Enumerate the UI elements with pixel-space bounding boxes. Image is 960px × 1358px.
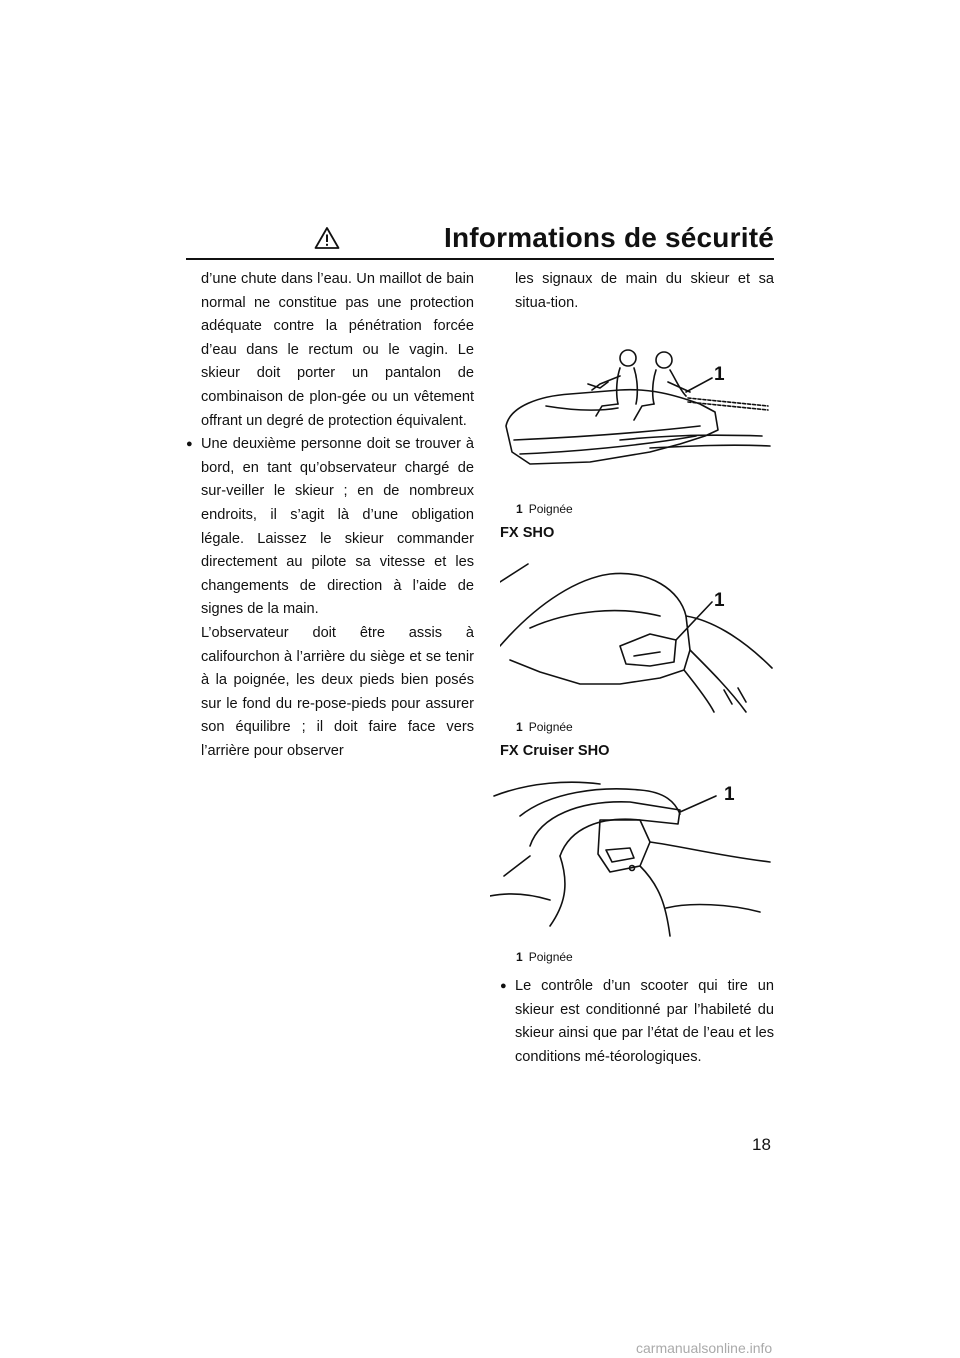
bullet-icon: ●: [186, 438, 193, 451]
bullet-item-conditions: [500, 975, 774, 1069]
observer-paragraph: L’observateur doit être assis à califourchon à l’arrière du siège et se tenir à la poignée, les deux pieds bien posés sur le fond du re-pose-pieds pour assurer son équilibre ; il doit faire face vers l’arrière pour observer: [201, 624, 474, 759]
page-title: Informations de sécurité: [444, 222, 774, 253]
continuation-paragraph: d’une chute dans l’eau. Un maillot de bain normal ne constitue pas une protection adéquate contre la pénétration forcée d’eau dans le rectum ou le vagin. Le skieur doit porter un pantalon de combinaison de plon-gée ou un vêtement offrant un degré de protection équivalent.: [201, 271, 474, 429]
figure-caption: 1 Poignée: [516, 720, 573, 734]
page-header: [186, 222, 774, 260]
bullet-text: Une deuxième personne doit se trouver à bord, en tant qu’observateur chargé de sur-veiller le skieur ; en de nombreux endroits, il s’agit là d’une obligation légale. Laissez le skieur commander directement au pilote sa vitesse et les changements de direction à l’aide de signes de la main.: [201, 436, 474, 618]
bullet-icon: ●: [500, 980, 507, 992]
left-column: [186, 268, 474, 763]
bullet-text: Le contrôle d’un scooter qui tire un skieur est conditionné par l’habileté du skieur ainsi que par l’état de l’eau et les conditions mé-téorologiques.: [515, 978, 774, 1065]
callout-number: 1: [714, 364, 725, 385]
model-title-fx-sho: FX SHO: [500, 525, 555, 541]
fx-sho-handle-illustration: [500, 560, 774, 716]
figure-caption: 1 Poignée: [516, 502, 573, 516]
right-column: [500, 268, 774, 315]
warning-triangle-icon: [314, 226, 340, 250]
model-title-fx-cruiser-sho: FX Cruiser SHO: [500, 743, 610, 759]
callout-number: 1: [724, 784, 735, 805]
page-number: 18: [752, 1135, 771, 1154]
bullet-item-observer: [186, 433, 474, 622]
callout-number: 1: [714, 590, 725, 611]
figure-caption: 1 Poignée: [516, 950, 573, 964]
footer-watermark: carmanualsonline.info: [636, 1340, 773, 1356]
watercraft-towing-illustration: [500, 340, 776, 470]
continuation-paragraph-right: les signaux de main du skieur et sa situa-tion.: [515, 271, 774, 311]
